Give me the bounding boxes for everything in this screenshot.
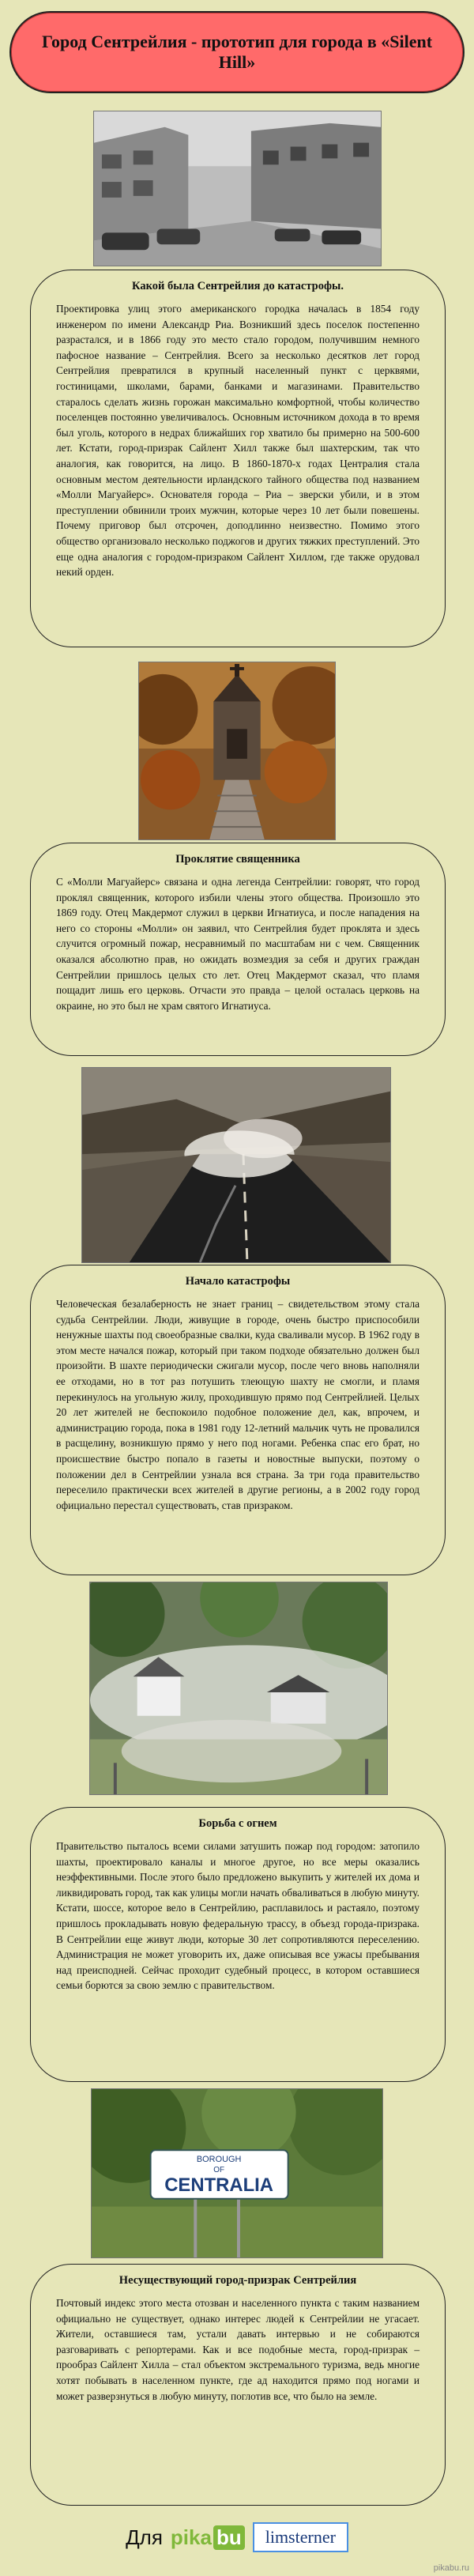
footer-for-label: Для <box>126 2525 163 2549</box>
page-title: Город Сентрейлия - прототип для города в «Silent Hill» <box>41 32 433 72</box>
photo-old-town-street <box>93 111 382 266</box>
watermark: pikabu.ru <box>433 2563 469 2573</box>
section-before-catastrophe <box>30 270 446 647</box>
photo-church <box>138 662 336 840</box>
sign-of: OF <box>213 2166 225 2175</box>
photo-cracked-road <box>81 1067 391 1263</box>
photo-smoking-houses <box>89 1582 388 1795</box>
section-text: Правительство пыталось всеми силами затушить пожар под городом: затопило шахты, проектировало каналы и многое другое, но все меры оказались неэффективными. После этого было предложено выкупить у жителей их дома и ликвидировать город, так как улицы могли начать обваливаться в любую минуту. Кстати, шоссе, которое вело в Сентрейлию, расплавилось и растаяло, поэтому пришлось прокладывать новую федеральную трассу, в объезд города-призрака. В Сентрейлии еще живут люди, которые 30 лет сопротивляются переселению. Администрация не может уговорить их, даже описывая все ужасы пребывания над преисподней. Сейчас проходит судебный процесс, в котором оставшиеся семьи борются за свою землю с правительством. <box>56 1840 419 1992</box>
section-priest-curse <box>30 843 446 1056</box>
sign-borough: BOROUGH <box>196 2155 242 2165</box>
photo-centralia-sign <box>91 2088 383 2258</box>
sign-centralia: CENTRALIA <box>164 2174 274 2196</box>
section-heading: Какой была Сентрейлия до катастрофы. <box>132 280 344 292</box>
section-start-of-catastrophe <box>30 1265 446 1575</box>
author-badge[interactable]: limsterner <box>253 2522 348 2552</box>
section-text: Человеческая безалаберность не знает границ – свидетельством этому стала судьба Сентрейлии. Люди, живущие в городе, очень быстро приспособили ненужные шахты под своеобразные свалки, куда сваливали мусор. В 1962 году в этом месте начался пожар, который при таком подходе обязательно должен был произойти. В шахте периодически сжигали мусор, после чего вновь наполняли ее отходами, но в тот раз потушить тлеющую шахту не смогли, и пламя перекинулось на угольную жилу, проходившую прямо под Сентрейлией. Целых 20 лет жителей не беспокоило подобное положение дел, как, впрочем, и администрацию города, пока в 1981 году 12-летний мальчик чуть не провалился в расщелину, возникшую прямо у него под ногами. Ребенка спас его брат, но происшествие быстро попало в газеты и новостные выпуски, поэтому о положении дел в Сентрейлии узнала вся страна. За три года правительство переселило практически всех жителей в другие регионы, а в 2002 году город официально перестал существовать, став призраком. <box>56 1298 419 1511</box>
section-text: С «Молли Магуайерс» связана и одна легенда Сентрейлии: говорят, что город проклял священник, которого избили члены этого общества. Произошло это 1869 году. Отец Макдермот служил в церкви Игнатиуса, и после нападения на него со стороны «Молли» он заявил, что Сентрейлия будет проклята и здесь случится огромный пожар, несравнимый по масштабам ни с чем. Священник оказался абсолютно прав, но ожидать возмездия за себя и других граждан Сентрейлии пришлось целых сто лет. Отец Макдермот сказал, что пламя пощадит лишь его церковь. Отчасти это правда – целой осталась церковь на окраине, но это был не храм святого Игнатиуса. <box>56 876 419 1012</box>
title-banner <box>9 11 465 93</box>
section-fight-with-fire <box>30 1807 446 2082</box>
section-ghost-town <box>30 2264 446 2506</box>
pikabu-logo-part1: pika <box>170 2525 212 2549</box>
footer <box>0 2514 474 2561</box>
pikabu-logo[interactable] <box>171 2525 245 2550</box>
section-heading: Проклятие священника <box>175 853 300 866</box>
section-heading: Начало катастрофы <box>185 1275 291 1288</box>
section-text: Почтовый индекс этого места отозван и населенного пункта с таким названием официально не существует, однако интерес людей к Сентрейлии не угасает. Жители, оставшиеся там, устали давать интервью и не собираются разговаривать с репортерами. Как и все подобные места, город-призрак – прообраз Сайлент Хилла – стал объектом экстремального туризма, ведь многие хотят побывать в населенном пункте, где ад находится прямо под ногами и может разверзнуться в любую минуту, поглотив все, что было на земле. <box>56 2297 419 2402</box>
section-heading: Борьба с огнем <box>198 1817 277 1830</box>
section-text: Проектировка улиц этого американского городка началась в 1854 году инженером по имени Александр Риа. Возникший здесь поселок постепенно разрастался, и в 1866 году это место стало городом, получившим немного пафосное название – Сентрейлия. Всего за несколько десятков лет город Сентрейлия превратился в крупный населенный пункт с церквями, гостиницами, школами, барами, банками и магазинами. Правительство старалось сделать жизнь горожан максимально комфортной, чтобы количество поселенцев постоянно увеличивалось. Основным источником дохода в то время был уголь, которого в недрах ближайших гор хватило бы примерно на 500-600 лет. Кстати, город-призрак Сайлент Хилл также был шахтерским, так что аналогия, как говорится, на лицо. В 1860-1870-х годах Централия стала основным местом деятельности ирландского тайного общества под названием «Молли Магуайерс». Основателя города – Риа – зверски убили, и в этом преступлении обвинили троих мужчин, которые через 10 лет были повешены. Почему приговор был отсрочен, доподлинно неизвестно. Помимо этого общество организовало несколько поджогов и других тяжких преступлений. Это еще одна аналогия с городом-призраком Сайлент Хиллом, где также орудовал некий орден. <box>56 303 419 579</box>
section-heading: Несуществующий город-призрак Сентрейлия <box>118 2274 357 2287</box>
pikabu-logo-part2: bu <box>213 2525 245 2550</box>
